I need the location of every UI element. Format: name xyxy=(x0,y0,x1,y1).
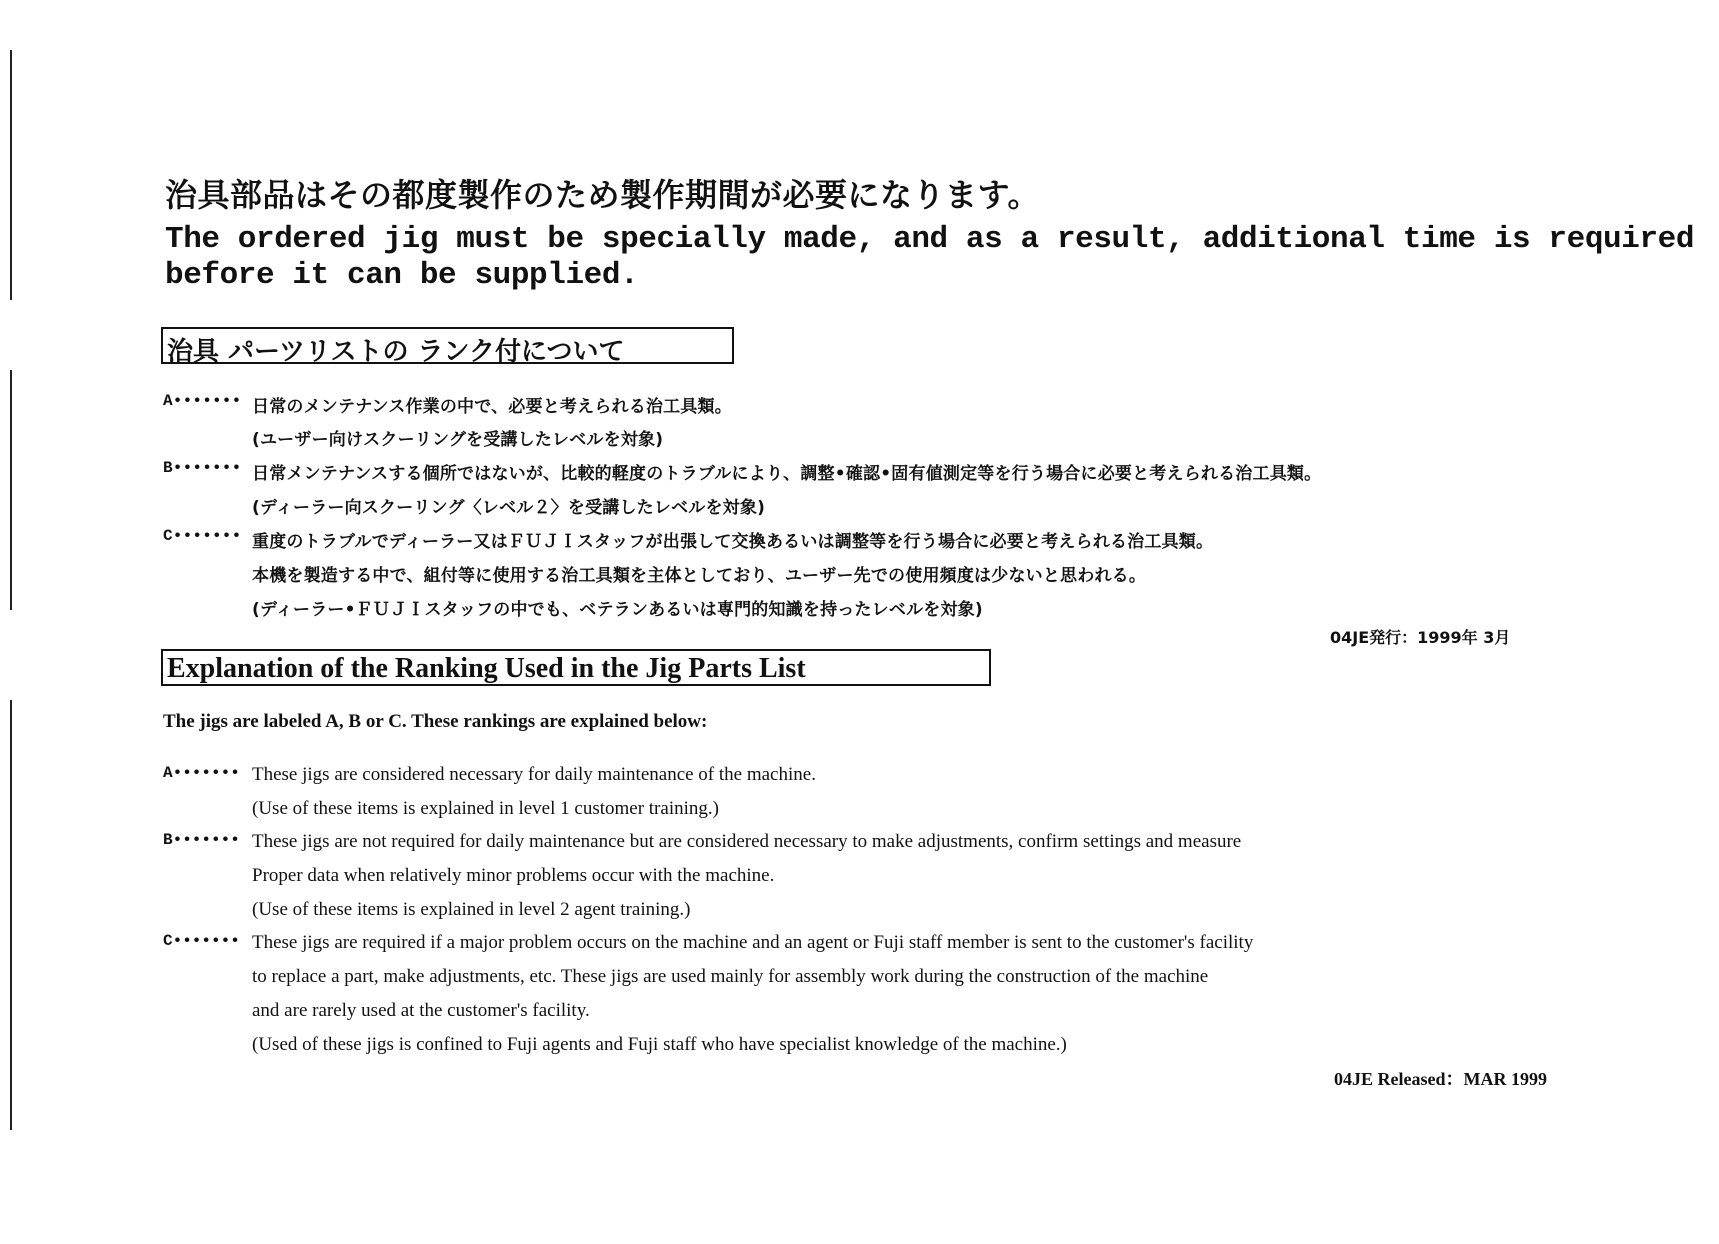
rank-text: 本機を製造する中で、組付等に使用する治工具類を主体としており、ユーザー先での使用頻度は少ないと思われる。 xyxy=(252,566,1147,586)
rank-text: (Used of these jigs is confined to Fuji agents and Fuji staff who have specialist knowledge of the machine.) xyxy=(252,1034,1067,1055)
rank-text: (ディーラー•ＦＵＪＩスタッフの中でも、ベテランあるいは専門的知識を持ったレベルを対象) xyxy=(252,600,983,620)
rank-text: 日常のメンテナンス作業の中で、必要と考えられる治工具類。 xyxy=(252,397,732,417)
en-issued-date: 04JE Released：MAR 1999 xyxy=(1334,1069,1547,1089)
jp-section-heading: 治具 パーツリストの ランク付について xyxy=(161,327,734,364)
en-notice-line-1: The ordered jig must be specially made, and as a result, additional time is required xyxy=(165,222,1695,257)
scan-edge-mark xyxy=(10,700,12,1130)
rank-text: (Use of these items is explained in level 2 agent training.) xyxy=(252,899,691,920)
en-notice-line-2: before it can be supplied. xyxy=(165,258,639,293)
rank-text: and are rarely used at the customer's facility. xyxy=(252,1000,590,1021)
rank-text: (ディーラー向スクーリング〈レベル２〉を受講したレベルを対象) xyxy=(252,498,766,518)
rank-key: B••••••• xyxy=(163,459,242,477)
jp-notice: 治具部品はその都度製作のため製作期間が必要になります。 xyxy=(165,176,1040,214)
rank-text: These jigs are considered necessary for daily maintenance of the machine. xyxy=(252,764,816,785)
en-intro: The jigs are labeled A, B or C. These rankings are explained below: xyxy=(163,711,708,732)
rank-key: C••••••• xyxy=(163,527,242,545)
en-notice xyxy=(165,222,1694,294)
scan-edge-mark xyxy=(10,370,12,610)
en-section-heading: Explanation of the Ranking Used in the Jig Parts List xyxy=(161,649,991,686)
rank-text: 日常メンテナンスする個所ではないが、比較的軽度のトラブルにより、調整•確認•固有値測定等を行う場合に必要と考えられる治工具類。 xyxy=(252,464,1322,484)
rank-text: to replace a part, make adjustments, etc. These jigs are used mainly for assembly work during the construction of the machine xyxy=(252,966,1209,987)
rank-text: (ユーザー向けスクーリングを受講したレベルを対象) xyxy=(252,430,664,450)
rank-text: 重度のトラブルでディーラー又はＦＵＪＩスタッフが出張して交換あるいは調整等を行う場合に必要と考えられる治工具類。 xyxy=(252,532,1214,552)
jp-issued-date: 04JE発行：1999年 3月 xyxy=(1330,628,1511,647)
rank-text: (Use of these items is explained in level 1 customer training.) xyxy=(252,798,719,819)
rank-key: A••••••• xyxy=(163,764,240,782)
rank-key: A••••••• xyxy=(163,392,242,410)
rank-text: These jigs are required if a major problem occurs on the machine and an agent or Fuji staff member is sent to the customer's facility xyxy=(252,932,1254,953)
rank-key: C••••••• xyxy=(163,932,240,950)
rank-text: Proper data when relatively minor problems occur with the machine. xyxy=(252,865,775,886)
rank-key: B••••••• xyxy=(163,831,240,849)
rank-text: These jigs are not required for daily maintenance but are considered necessary to make adjustments, confirm settings and measure xyxy=(252,831,1242,852)
scan-edge-mark xyxy=(10,50,12,300)
